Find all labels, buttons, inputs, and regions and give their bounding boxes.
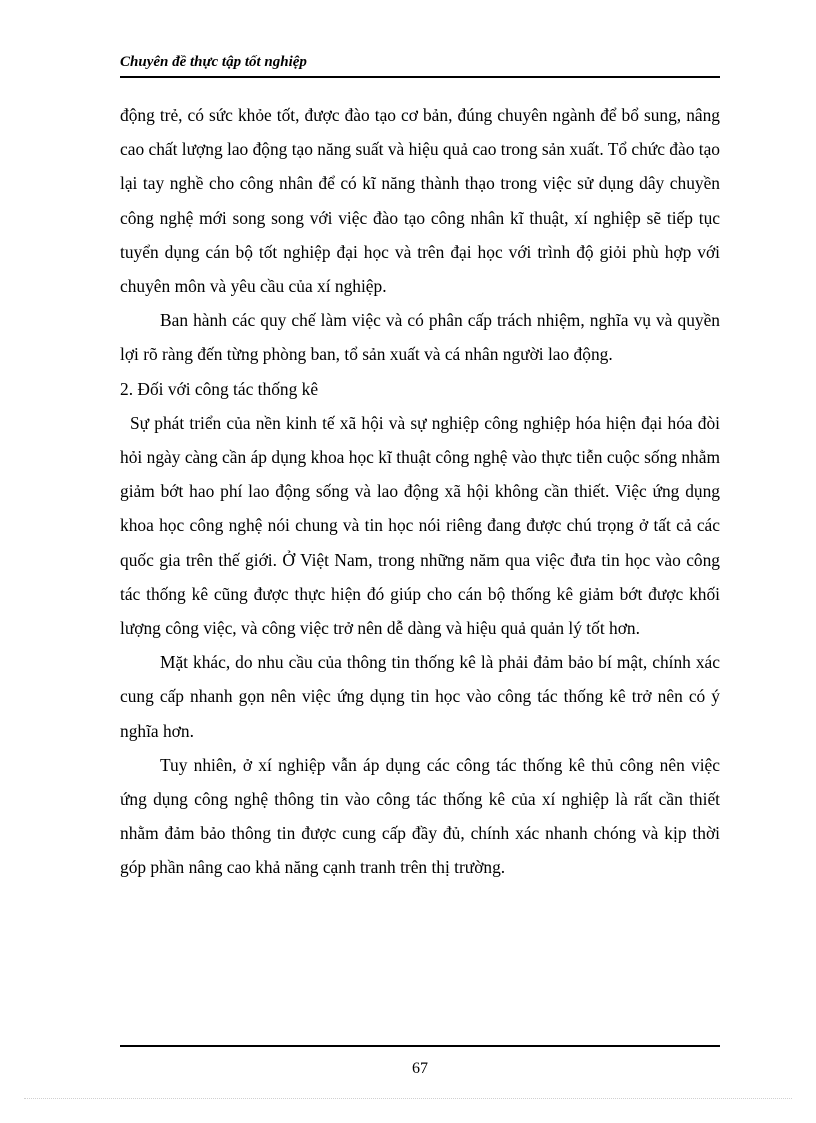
paragraph-information-needs: Mặt khác, do nhu cầu của thông tin thống kê là phải đảm bảo bí mật, chính xác cung cấp nhanh gọn nên việc ứng dụng tin học vào công tác thống kê trở nên có ý nghĩa hơn. [120,652,720,741]
page-number: 67 [412,1060,428,1077]
document-body [120,98,720,885]
paragraph-development: Sự phát triển của nền kinh tế xã hội và sự nghiệp công nghiệp hóa hiện đại hóa đòi hỏi ngày càng cần áp dụng khoa học kĩ thuật công nghệ vào thực tiễn cuộc sống nhằm giảm bớt hao phí lao động sống và lao động xã hội không cần thiết. Việc ứng dụng khoa học công nghệ nói chung và tin học nói riêng đang được chú trọng ở tất cả các quốc gia trên thế giới. Ở Việt Nam, trong những năm qua việc đưa tin học vào công tác thống kê cũng được thực hiện đó giúp cho cán bộ thống kê giảm bớt được khối lượng công việc, và công việc trở nên dễ dàng và hiệu quả quản lý tốt hơn. [120,412,720,639]
footer-divider [120,1045,720,1047]
paragraph-conclusion: Tuy nhiên, ở xí nghiệp vẫn áp dụng các công tác thống kê thủ công nên việc ứng dụng công nghệ thông tin vào công tác thống kê của xí nghiệp là rất cần thiết nhằm đảm bảo thông tin được cung cấp đầy đủ, chính xác nhanh chóng và kịp thời góp phần nâng cao khả năng cạnh tranh trên thị trường. [120,754,720,878]
section-heading-statistics: 2. Đối với công tác thống kê [120,378,319,399]
paragraph-continuation: động trẻ, có sức khỏe tốt, được đào tạo cơ bản, đúng chuyên ngành để bổ sung, nâng cao chất lượng lao động tạo năng suất và hiệu quả cao trong sản xuất. Tổ chức đào tạo lại tay nghề cho công nhân để có kĩ năng thành thạo trong việc sử dụng dây chuyền công nghệ mới song song với việc đào tạo công nhân kĩ thuật, xí nghiệp sẽ tiếp tục tuyển dụng cán bộ tốt nghiệp đại học và trên đại học với trình độ giỏi phù hợp với chuyên môn và yêu cầu của xí nghiệp. [120,105,720,297]
running-header-title: Chuyên đề thực tập tốt nghiệp [120,54,307,70]
header-divider [120,76,720,78]
paragraph-regulations: Ban hành các quy chế làm việc và có phân cấp trách nhiệm, nghĩa vụ và quyền lợi rõ ràng đến từng phòng ban, tổ sản xuất và cá nhân người lao động. [120,310,720,365]
page-bottom-border [24,1098,792,1099]
